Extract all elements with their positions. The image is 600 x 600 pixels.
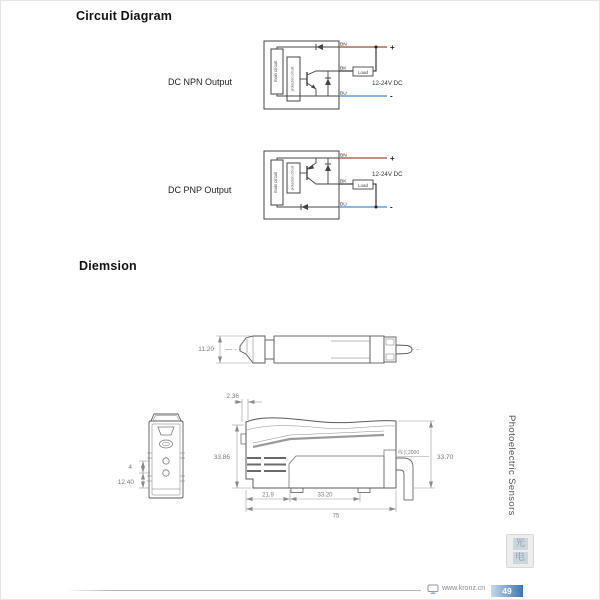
npn-circuit-diagram <box>259 37 409 115</box>
pnp-load-label: Load <box>357 182 369 188</box>
npn-bk-label: BK <box>340 66 347 72</box>
pnp-voltage-label: 12-24V DC <box>372 171 403 178</box>
pnp-circuit-diagram <box>259 147 409 225</box>
cable-length-note: 线长2000 <box>398 450 420 456</box>
footer-website: www.kronz.cn <box>442 585 486 592</box>
side-left-height-dim: 33.86 <box>213 454 230 461</box>
side-right-height-dim: 33.70 <box>437 454 454 461</box>
tab-char-bottom: 电 <box>513 552 528 564</box>
side-lip-dim: 2.36 <box>226 393 239 400</box>
npn-load-label: Load <box>357 69 369 75</box>
pnp-minus-sign: - <box>390 202 393 212</box>
pnp-bu-label: BU <box>340 202 347 208</box>
bottom-mid-dim: 33.20 <box>317 492 333 499</box>
pnp-bn-label: BN <box>340 153 347 159</box>
side-view-body-outline <box>241 418 396 493</box>
npn-protection-circuit-label: protection circuit <box>290 66 295 92</box>
circuit-section-title: Circuit Diagram <box>76 9 173 23</box>
sidebar-category-tab <box>506 534 534 568</box>
side-view-details <box>247 426 413 500</box>
dimension-section-title: Diemsion <box>79 259 137 273</box>
pnp-junction-dot <box>375 206 378 209</box>
pnp-plus-sign: + <box>390 154 395 163</box>
pnp-internal-wiring <box>277 158 339 207</box>
bottom-left-dim: 21.9 <box>262 492 274 499</box>
npn-circuit-label: DC NPN Output <box>168 77 233 87</box>
tab-char-top: 光 <box>513 538 528 550</box>
pnp-bk-label: BK <box>340 179 347 185</box>
sensor-front-view-drawing <box>113 409 207 507</box>
footer-divider <box>66 590 421 591</box>
pnp-semiconductors <box>301 164 332 211</box>
npn-junction-dot <box>375 46 378 49</box>
sensor-side-view-drawing <box>204 387 466 523</box>
bottom-total-dim: 75 <box>332 513 340 520</box>
pnp-main-circuit-label: main circuit <box>273 171 278 194</box>
front-view-dim-lines <box>139 461 150 488</box>
top-view-height-dim: 11.20 <box>198 346 214 353</box>
npn-plus-sign: + <box>390 43 395 52</box>
pnp-circuit-label: DC PNP Output <box>168 185 232 195</box>
npn-bu-label: BU <box>340 91 347 97</box>
npn-main-circuit-label: main circuit <box>273 60 278 83</box>
page-number-badge: 49 <box>491 585 523 597</box>
front-view-height-dim: 12.40 <box>117 479 134 486</box>
monitor-icon <box>427 584 439 594</box>
sidebar-category-label: Photoelectric Sensors <box>506 415 517 516</box>
npn-bn-label: BN <box>340 42 347 48</box>
npn-voltage-label: 12-24V DC <box>372 80 403 87</box>
pnp-protection-circuit-label: protection circuit <box>290 165 295 191</box>
npn-semiconductors <box>311 44 331 89</box>
npn-internal-wiring <box>277 47 339 96</box>
sensor-top-view-drawing <box>191 329 431 373</box>
front-view-pitch-dim: 4 <box>128 464 132 471</box>
npn-minus-sign: - <box>390 91 393 101</box>
